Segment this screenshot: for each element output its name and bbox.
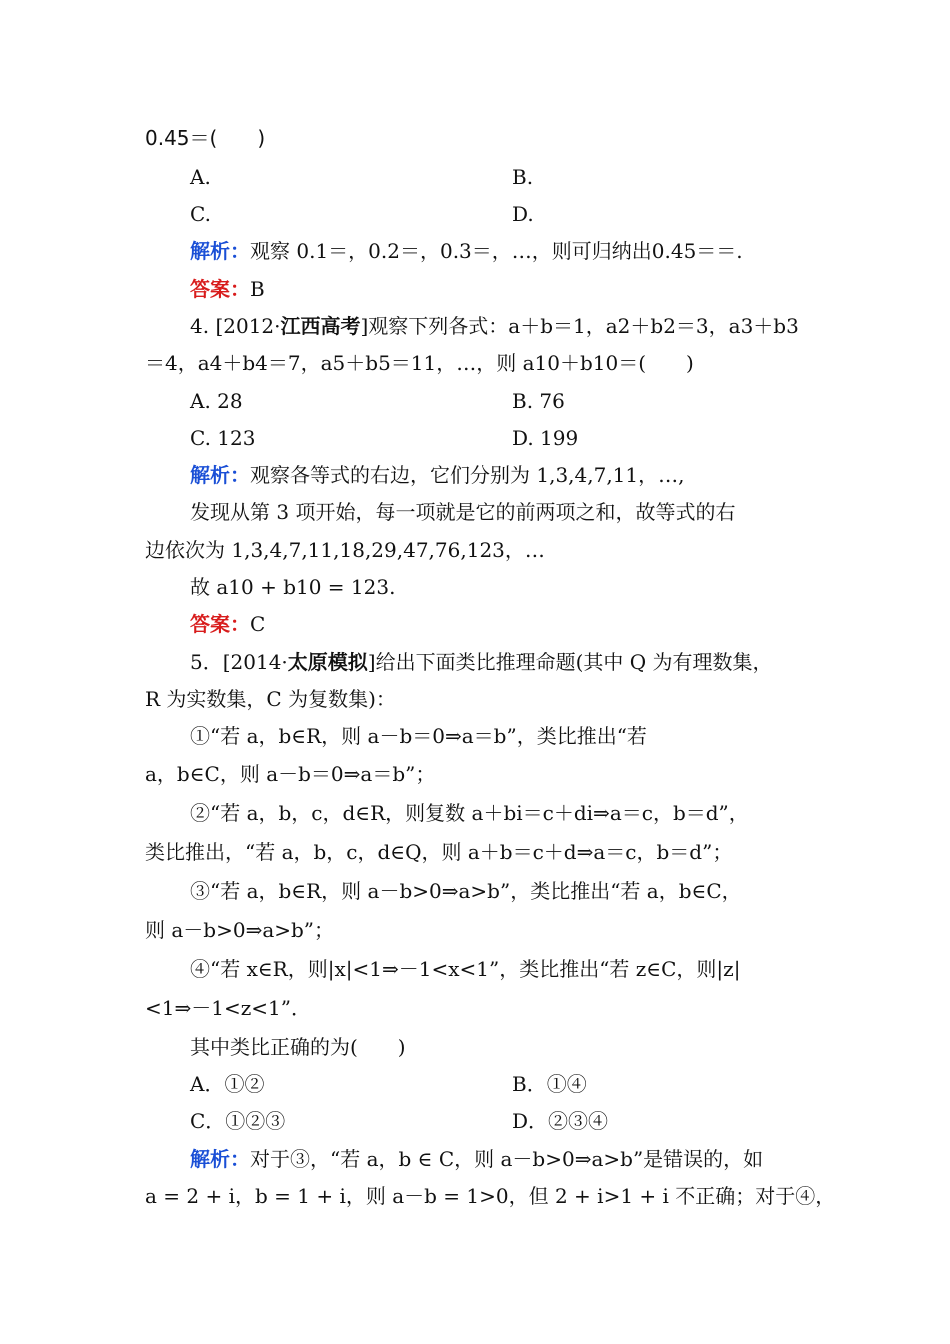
q5-analysis-line1	[190, 1146, 763, 1172]
q3-analysis-text: 观察 0.1＝，0.2＝，0.3＝，…，则可归纳出0.45＝＝.	[250, 239, 743, 263]
analysis-label: 解析：	[190, 1147, 250, 1171]
q4-option-a: A. 28	[190, 389, 243, 413]
q3-option-a: A.	[190, 165, 211, 189]
q5-proposition3-line1: ③“若 a，b∈R，则 a－b>0⇒a>b”，类比推出“若 a，b∈C，	[190, 879, 742, 903]
q4-analysis-line1	[190, 462, 685, 488]
q3-stem: 0.45＝( )	[145, 126, 266, 150]
q5-proposition2-line1: ②“若 a，b，c，d∈R，则复数 a＋bi＝c＋di⇒a＝c，b＝d”，	[190, 801, 749, 825]
q4-answer	[190, 611, 265, 637]
answer-label: 答案：	[190, 612, 250, 636]
q5-option-b: B．①④	[512, 1072, 587, 1096]
q4-option-c: C. 123	[190, 426, 256, 450]
analysis-label: 解析：	[190, 239, 250, 263]
q4-number: 4. [2012·	[190, 314, 281, 338]
analysis-label: 解析：	[190, 463, 250, 487]
q5-source: 太原模拟	[287, 650, 368, 674]
q4-analysis-text1: 观察各等式的右边，它们分别为 1,3,4,7,11，…,	[250, 463, 685, 487]
q5-analysis-text1: 对于③，“若 a，b ∈ C，则 a－b>0⇒a>b”是错误的，如	[250, 1147, 764, 1171]
q5-proposition1-line2: a，b∈C，则 a－b＝0⇒a＝b”；	[145, 762, 436, 786]
q5-question: 其中类比正确的为( )	[190, 1035, 406, 1059]
q3-option-c: C.	[190, 202, 211, 226]
q3-option-d: D.	[512, 202, 534, 226]
q4-stem-line1	[190, 313, 799, 339]
q3-analysis	[190, 238, 743, 264]
q4-analysis-line4: 故 a10 + b10 = 123.	[190, 575, 396, 599]
q5-proposition1-line1: ①“若 a，b∈R，则 a－b＝0⇒a＝b”，类比推出“若	[190, 724, 647, 748]
q5-option-c: C．①②③	[190, 1109, 286, 1133]
q4-option-b: B. 76	[512, 389, 565, 413]
q5-option-d: D．②③④	[512, 1109, 609, 1133]
q5-proposition3-line2: 则 a－b>0⇒a>b”；	[145, 918, 335, 942]
q4-source: 江西高考	[280, 314, 361, 338]
q4-analysis-line3: 边依次为 1,3,4,7,11,18,29,47,76,123，…	[145, 538, 545, 562]
q3-option-b: B.	[512, 165, 534, 189]
q5-number: 5．[2014·	[190, 650, 288, 674]
q5-stem-line2: R 为实数集，C 为复数集)：	[145, 687, 396, 711]
q5-stem-text1: ]给出下面类比推理命题(其中 Q 为有理数集，	[367, 650, 773, 674]
q4-stem-line2: ＝4，a4＋b4＝7，a5＋b5＝11，…，则 a10＋b10＝( )	[145, 351, 694, 375]
q4-analysis-line2: 发现从第 3 项开始，每一项就是它的前两项之和，故等式的右	[190, 500, 736, 524]
q5-proposition4-line1: ④“若 x∈R，则|x|<1⇒－1<x<1”，类比推出“若 z∈C，则|z|	[190, 957, 741, 981]
answer-label: 答案：	[190, 277, 250, 301]
q5-analysis-line2: a = 2 + i，b = 1 + i，则 a－b = 1>0，但 2 + i>1 + i 不正确；对于④，	[145, 1184, 836, 1208]
q3-answer	[190, 276, 265, 302]
q5-stem-line1	[190, 649, 773, 675]
q5-option-a: A．①②	[190, 1072, 265, 1096]
q5-proposition4-line2: <1⇒－1<z<1”．	[145, 996, 311, 1020]
q4-stem-text1: ]观察下列各式：a＋b＝1，a2＋b2＝3，a3＋b3	[360, 314, 799, 338]
q4-answer-value: C	[250, 612, 266, 636]
q3-answer-value: B	[250, 277, 265, 301]
q4-option-d: D. 199	[512, 426, 579, 450]
q5-proposition2-line2: 类比推出，“若 a，b，c，d∈Q，则 a＋b＝c＋d⇒a＝c，b＝d”；	[145, 840, 733, 864]
